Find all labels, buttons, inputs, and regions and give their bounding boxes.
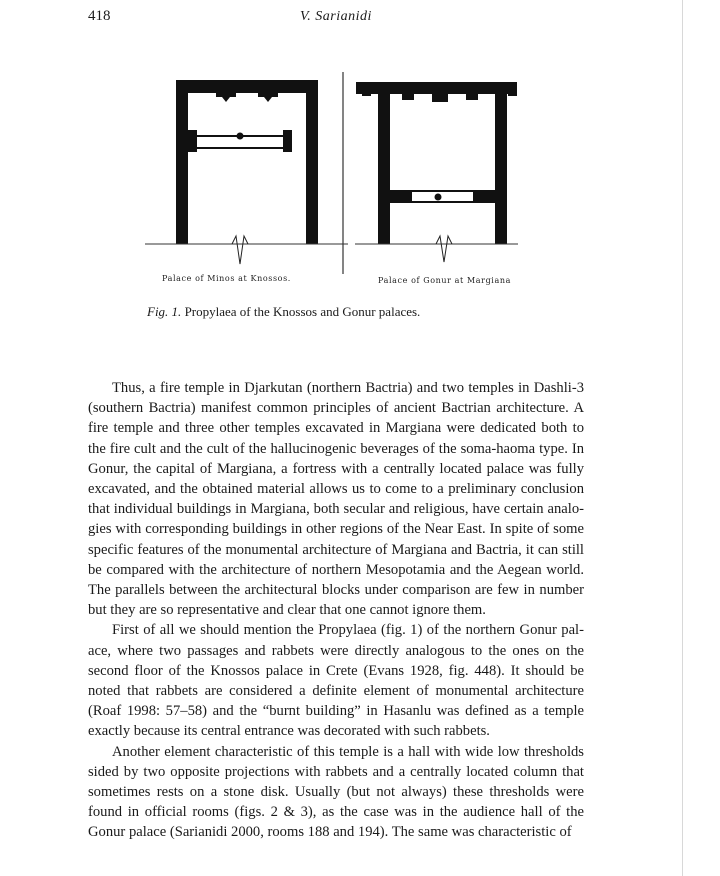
- gonur-plan: [356, 82, 517, 244]
- caption-text: Propylaea of the Knossos and Gonur palaces.: [181, 304, 421, 319]
- page-edge: [682, 0, 683, 876]
- knossos-plan-label: Palace of Minos at Knossos.: [162, 274, 291, 283]
- caption-label: Fig. 1.: [147, 304, 182, 319]
- figure-caption: [147, 304, 420, 320]
- paragraph: First of all we should mention the Propylaea (fig. 1) of the northern Gonur palace, where two passages and rabbets were directly analogous to the ones on the second floor of the Knossos palace in Crete (Evans 1928, fig. 448). It should be noted that rabbets are considered a definite element of monumental architecture (Roaf 1998: 57–58) and the “burnt building” in Hasanlu was defined as a temple exactly because its central entrance was decorated with such rabbets.: [88, 622, 584, 740]
- body-text: [88, 378, 584, 843]
- propylaea-plan-drawing: [140, 68, 530, 288]
- paragraph: Another element characteristic of this temple is a hall with wide low thresholds sided by two opposite projections with rabbets and a centrally located column that sometimes rests on a stone disk. Usually (but not always) these thresholds were found in official rooms (figs. 2 & 3), as the case was in the audience hall of the Gonur palace (Sarianidi 2000, rooms 188 and 194). The same was characteristic of: [88, 743, 584, 841]
- figure-1: [140, 68, 530, 288]
- running-head: V. Sarianidi: [300, 9, 372, 24]
- page-number: 418: [88, 8, 111, 24]
- gonur-plan-label: Palace of Gonur at Margiana: [378, 276, 511, 285]
- paragraph: Thus, a fire temple in Djarkutan (northern Bactria) and two temples in Dashli-3 (southern Bactria) manifest common principles of ancient Bactrian architecture. A fire temple and three other temples excavated in Margiana were dedicated both to the fire cult and the cult of the hallucinogenic beverages of the soma-haoma type. In Gonur, the capital of Margiana, a fortress with a centrally located palace was fully excavated, and the obtained material allows us to come to a preliminary conclusion that individual buildings in Margiana, both secular and religious, have certain analogies with corresponding buildings in other regions of the Near East. In spite of some specific features of the monumental architecture of Margiana and Bactria, it can still be compared with the architecture of northern Mesopotamia and the Aegean world. The parallels between the architectural blocks under comparison are few in number but they are so representative and clear that one cannot ignore them.: [88, 380, 584, 619]
- knossos-plan: [176, 80, 318, 244]
